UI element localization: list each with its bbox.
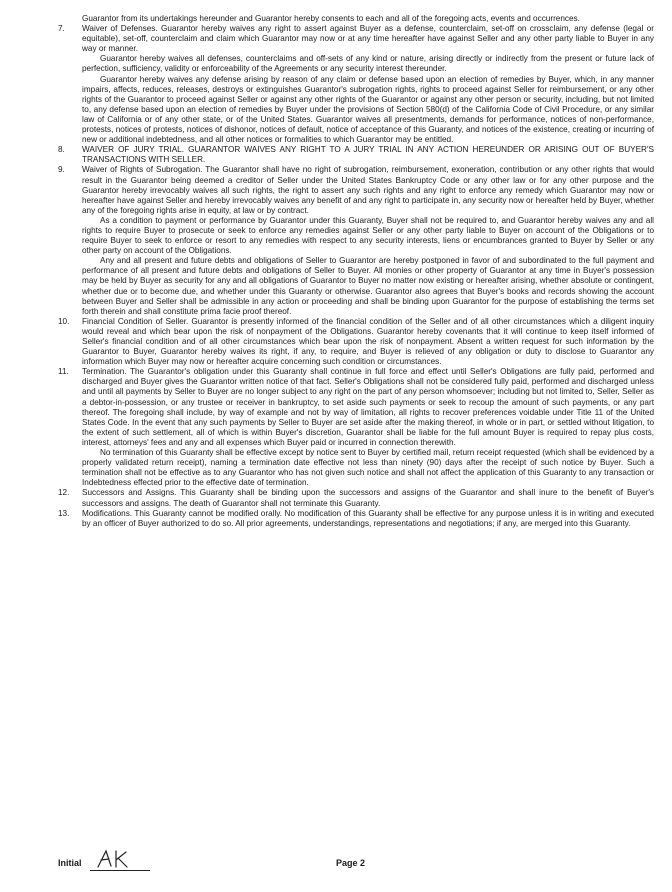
section-number: 11. (58, 367, 69, 377)
initial-label: Initial (58, 858, 82, 868)
section-paragraph: Waiver of Defenses. Guarantor hereby waives any right to assert against Buyer as a defense, counterclaim, set-off on crossclaim, any defense (legal or equitable), set-off, counterclaim and claim which Guarantor may now or at any time hereafter have against Seller and any other party liable to Buyer in any way or manner. (82, 24, 654, 54)
section-paragraph: Guarantor hereby waives all defenses, counterclaims and off-sets of any kind or nature, arising directly or indirectly from the present or future lack of perfection, sufficiency, validity or enforceability of the Agreements or any security interest thereunder. (82, 54, 654, 74)
section-paragraph: Guarantor hereby waives any defense arising by reason of any claim or defense based upon an election of remedies by Buyer, which, in any manner impairs, affects, reduces, releases, destroys or extinguishes Guarantor's subrogation rights, rights to proceed against Seller for reimbursement, or any other rights of the Guarantor to proceed against Seller or against any other rights of the Guarantor or against any other person or security, including, but not limited to, any defense based upon an election of remedies by Buyer under the provisions of Section 580(d) of the California Code of Civil Procedure, or any similar law of California or of any other state, or of the United States. Guarantor waives all presentments, demands for performance, notices of non-performance, protests, notices of protests, notices of dishonor, notices of default, notice of acceptance of this Guaranty, and notices of the existence, creating or incurring of new or additional indebtedness, and all other notices or formalities to which Guarantor may be entitled. (82, 74, 654, 145)
section-paragraph: Financial Condition of Seller. Guarantor is presently informed of the financial condition of the Seller and of all other circumstances which a diligent inquiry would reveal and which bear upon the risk of nonpayment of the Obligations. Guarantor hereby covenants that it will continue to keep itself informed of Seller's financial condition and of all other circumstances which bear upon the risk of nonpayment. Absent a written request for such information by the Guarantor to Buyer, Guarantor hereby waives its right, if any, to require, and Buyer is relieved of any obligation or duty to disclose to Guarantor any information which Buyer may now or hereafter acquire concerning such condition or circumstances. (82, 316, 654, 367)
section-12 (58, 488, 654, 508)
section-number: 13. (58, 508, 70, 518)
section-paragraph: No termination of this Guaranty shall be effective except by notice sent to Buyer by certified mail, return receipt requested (which shall be evidenced by a properly validated return receipt), naming a termination date effective not less than ninety (90) days after the receipt of such notice by Buyer. Such a termination shall not be effective as to any Guarantor who has not given such notice and shall not affect the application of this Guaranty to any transaction or Indebtedness effected prior to the effective date of termination. (82, 448, 654, 488)
initial-line (90, 870, 150, 871)
page-number: Page 2 (336, 858, 366, 868)
section-paragraph: Waiver of Rights of Subrogation. The Guarantor shall have no right of subrogation, reimbursement, exoneration, contribution or any other rights that would result in the Guarantor being deemed a creditor of Seller under the United States Bankruptcy Code or any other law or for any other purpose and the Guarantor hereby irrevocably waives all such rights, the right to assert any such rights and any right to enforce any remedy which Guarantor may now or hereafter have against Seller and hereby irrevocably waives any benefit of and any right to participate in, any security now or hereafter held by Buyer, whether any of the foregoing rights arise in equity, at law or by contract. (82, 165, 654, 215)
section-13 (58, 509, 654, 529)
section-paragraph: Successors and Assigns. This Guaranty shall be binding upon the successors and assigns of the Guarantor and shall inure to the benefit of Buyer's successors and assigns. The death of Guarantor shall not terminate this Guaranty. (82, 488, 654, 508)
section-paragraph: As a condition to payment or performance by Guarantor under this Guaranty, Buyer shall not be required to, and Guarantor hereby waives any and all rights to require Buyer to prosecute or seek to enforce any remedies against Seller or any other party liable to Buyer on account of the Obligations or to require Buyer to seek to enforce or resort to any remedies with respect to any security interests, liens or encumbrances granted to Buyer by Seller or any other party on account of the Obligations. (82, 215, 654, 256)
page-footer (58, 848, 654, 878)
section-number: 7. (58, 24, 65, 34)
section-paragraph: Termination. The Guarantor's obligation under this Guaranty shall continue in full force and effect until Seller's Obligations are fully paid, performed and discharged and Buyer gives the Guarantor written notice of that fact. Seller's Obligations shall not be considered fully paid, performed and discharged unless and until all payments by Seller to Buyer are no longer subject to any right on the part of any person whomsoever; including but not limited to, Seller, Seller as a debtor-in-possession, or any trustee or receiver in bankruptcy, to set aside such payments or seek to recoup the amount of such payments, or any part thereof. The foregoing shall include, by way of example and not by way of limitation, all rights to recover preferences voidable under Title 11 of the United States Code. In the event that any such payments by Seller to Buyer are set aside after the making thereof, in whole or in part, or settled without litigation, to the extent of such settlement, all of which is within Buyer's discretion, Guarantor shall be liable for the full amount Buyer is required to repay plus costs, interest, attorneys' fees and any and all expenses which Buyer paid or incurred in connection therewith. (82, 367, 654, 447)
handwritten-initials (94, 848, 150, 870)
section-number: 9. (58, 165, 65, 175)
section-paragraph: Modifications. This Guaranty cannot be modified orally. No modification of this Guaranty shall be effective for any purpose unless it is in writing and executed by an officer of Buyer authorized to do so. All prior agreements, understandings, representations and negotiations; if any, are merged into this Guaranty. (82, 508, 654, 528)
section-11 (58, 367, 654, 488)
section-7 (58, 24, 654, 145)
section-paragraph: Any and all present and future debts and obligations of Seller to Guarantor are hereby postponed in favor of and subordinated to the full payment and performance of all present and future debts and obligations of Seller to Buyer. All monies or other property of Guarantor at any time in Buyer's possession may be held by Buyer as security for any and all obligations of Guarantor to Buyer no matter now existing or hereafter arising, whether absolute or contingent, whether due or to become due, and whether under this Guaranty or otherwise. Guarantor also agrees that Buyer's books and records showing the account between Buyer and Seller shall be admissible in any action or proceeding and shall be binding upon Guarantor for the purpose of establishing the terms set forth therein and shall constitute prima facie proof thereof. (82, 256, 654, 316)
section-8 (58, 145, 654, 165)
section-number: 12. (58, 488, 70, 498)
section-number: 10. (58, 316, 70, 326)
document-body (58, 14, 654, 529)
section-number: 8. (58, 145, 65, 155)
intro-paragraph: Guarantor from its undertakings hereunder and Guarantor hereby consents to each and all of the foregoing acts, events and occurrences. (82, 14, 580, 23)
section-paragraph: WAIVER OF JURY TRIAL. GUARANTOR WAIVES ANY RIGHT TO A JURY TRIAL IN ANY ACTION HEREUNDER OR ARISING OUT OF BUYER'S TRANSACTIONS WITH SELLER. (82, 145, 654, 165)
section-10 (58, 317, 654, 367)
section-9 (58, 165, 654, 316)
